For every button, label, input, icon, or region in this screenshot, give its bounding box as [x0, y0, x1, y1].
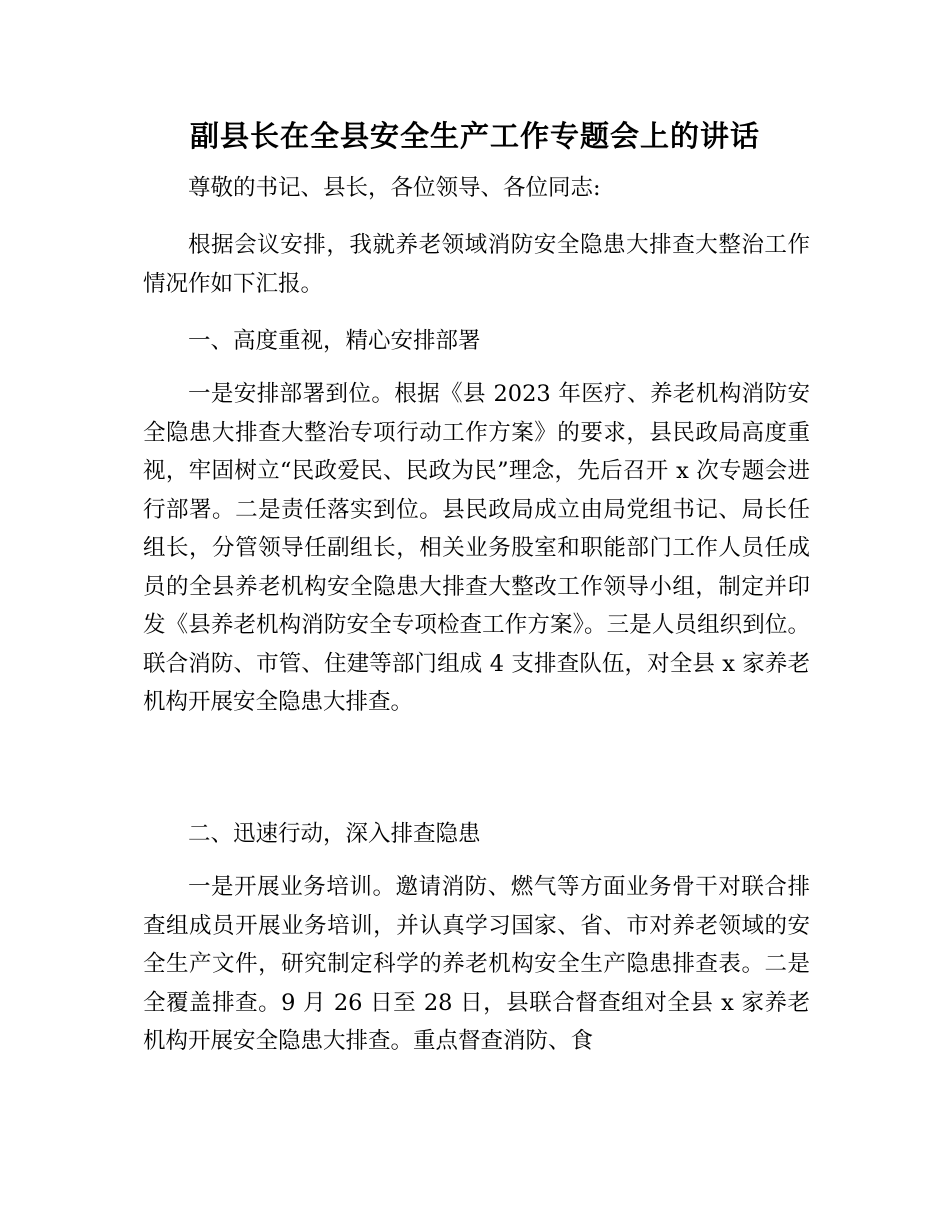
section-2-paragraph: 一是开展业务培训。邀请消防、燃气等方面业务骨干对联合排查组成员开展业务培训，并认真学习国家、省、市对养老领域的安全生产文件，研究制定科学的养老机构安全生产隐患排查表。二是全覆盖排查。9 月 26 日至 28 日，县联合督查组对全县 x 家养老机构开展安全隐患大排查。重点督查消防、食 [143, 874, 810, 1054]
section-heading-1: 一、高度重视，精心安排部署 [188, 328, 481, 354]
salutation: 尊敬的书记、县长，各位领导、各位同志: [188, 175, 601, 201]
section-1-paragraph: 一是安排部署到位。根据《县 2023 年医疗、养老机构消防安全隐患大排查大整治专项行动工作方案》的要求，县民政局高度重视，牢固树立“民政爱民、民政为民”理念，先后召开 x 次专题会进行部署。二是责任落实到位。县民政局成立由局党组书记、局长任组长，分管领导任副组长，相关业务股室和职能部门工作人员任成员的全县养老机构安全隐患大排查大整改工作领导小组，制定并印发《县养老机构消防安全专项检查工作方案》。三是人员组织到位。联合消防、市管、住建等部门组成 4 支排查队伍，对全县 x 家养老机构开展安全隐患大排查。 [143, 381, 810, 715]
intro-paragraph: 根据会议安排，我就养老领域消防安全隐患大排查大整治工作情况作如下汇报。 [143, 232, 810, 297]
document-title: 副县长在全县安全生产工作专题会上的讲话 [189, 119, 760, 153]
section-heading-2: 二、迅速行动，深入排查隐患 [188, 821, 481, 847]
